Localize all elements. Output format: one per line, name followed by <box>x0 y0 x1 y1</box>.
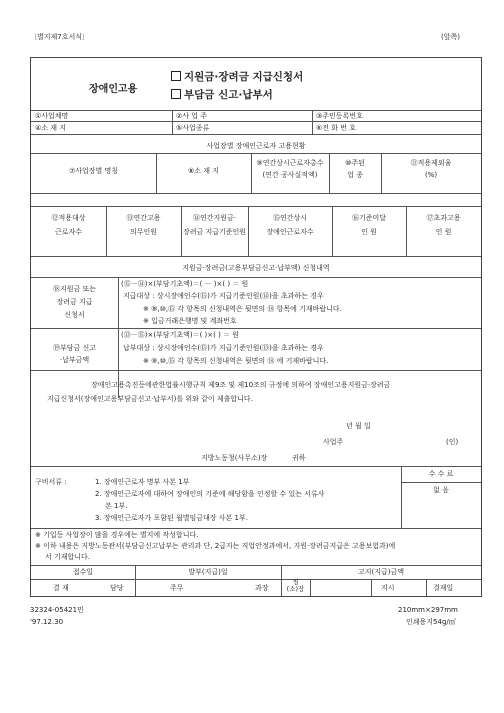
levy-formula: (⑬－⑮)×(부담기초액)＝( )×( ) ＝ 원 <box>121 331 240 339</box>
director-label-2: (소)장 <box>286 585 305 593</box>
document-item-2: 2. 장애인근로자에 대하여 장애인의 기준에 해당함을 인정할 수 있는 서류사 <box>95 490 325 498</box>
phone-label: ⑥전 화 번 호 <box>316 124 356 132</box>
annual-construction-header: (연간 공사실적액) <box>262 171 318 179</box>
excess-header-2: 인 원 <box>435 228 452 236</box>
checkbox-icon[interactable] <box>171 89 181 99</box>
subsidy-basis-header-2: 장려금 지급기준인원 <box>182 228 247 236</box>
title-option-support[interactable]: 지원금·장려금 지급신청서 <box>171 71 303 84</box>
title-option-levy[interactable]: 부담금 신고·납부서 <box>171 89 273 102</box>
form-date: '97.12.30 <box>30 618 64 626</box>
paper-size: 210mm×297mm <box>398 606 458 614</box>
levy-note: ※ ⑨,⑩,⑮ 각 항목의 신청내역은 뒷면의 ⑱ 에 기재바랍니다. <box>143 357 329 365</box>
support-formula: (⑮－⑭)×(부담기초액)＝( － )×( ) ＝ 원 <box>121 280 249 288</box>
business-type-label: ⑤사업종류 <box>176 124 210 132</box>
support-target: 지급대상 : 상시장애인수(⑮)가 지급기준인원(⑭)을 초과하는 경우 <box>123 292 324 300</box>
document-item-2-cont: 본 1부. <box>105 502 128 510</box>
disabled-workers-header: ⑮연간상시 <box>272 214 308 222</box>
form-number: 〔별지제7호서식〕 <box>30 33 90 41</box>
site-address-header: ⑧소 재 지 <box>187 167 219 175</box>
document-item-3: 3. 장애인근로자가 포함된 월별임금대장 사본 1부. <box>95 514 248 522</box>
notice-amount-label: 고지(지급)금액 <box>357 568 405 576</box>
employment-status-title: 사업장별 장애인근로자 고용현황 <box>206 142 306 150</box>
covered-workers-header: ⑫적용대상 <box>51 214 86 222</box>
covered-workers-header-2: 근로자수 <box>54 228 83 236</box>
staff-label: 담당 <box>110 584 124 592</box>
receipt-date-label: 접수일 <box>72 568 94 576</box>
exemption-rate-header: ⑪적용제외율 <box>410 159 452 167</box>
request-details-title: 지원금·장려금(고용부담금신고·납부액) 신청내역 <box>182 264 330 272</box>
levy-label: ⑲부담금 신고 <box>52 344 97 352</box>
issue-date-label: 발부(지급)일 <box>188 568 228 576</box>
excess-header: ⑰초과고용 <box>426 214 461 222</box>
document-item-1: 1. 장애인근로자 명부 사본 1부 <box>95 478 190 486</box>
paper-weight: 인쇄용지54g/㎡ <box>406 618 456 626</box>
fee-label: 수 수 료 <box>428 470 454 478</box>
note-2: ※ 이하 내용은 지방노동관서(부담금신고납부는 관리과 단, 2급지는 직업안정과에서, 지원·장려금지급은 고용보험과)에 <box>35 542 396 550</box>
approval-date-label: 결재일 <box>433 584 454 592</box>
address-label: ④소 재 지 <box>35 124 67 132</box>
bank-account-label: ※ 입금거래은행명 및 계좌번호 <box>143 317 237 325</box>
annual-workers-header: ⑨연간상시근로자총수 <box>256 159 324 167</box>
signer-label: 사업주 <box>323 438 344 446</box>
site-name-header: ⑦사업장별 명칭 <box>68 167 119 175</box>
application-form <box>30 57 482 597</box>
addressee-honorific: 귀하 <box>292 454 306 462</box>
page-side-label: (앞쪽) <box>441 33 460 41</box>
submission-date: 년 월 일 <box>346 422 371 430</box>
support-label-2: 장려금 지급 <box>56 298 93 306</box>
checkbox-icon[interactable] <box>171 71 181 81</box>
director-label: 청 <box>292 578 299 586</box>
note-1: ※ 기입등 사업장이 많을 경우에는 별지에 작성합니다. <box>35 531 199 539</box>
approval-label: 결 재 <box>53 584 69 592</box>
main-industry-header: ⑩주된 <box>345 159 365 167</box>
mandatory-quota-header-2: 의무인원 <box>129 228 158 236</box>
support-label: ⑱지원금 또는 <box>52 285 97 293</box>
exemption-rate-unit: (%) <box>424 171 438 179</box>
declaration-text: 장애인고용촉진등에관한법률시행규칙 제9조 및 제10조의 규정에 의하여 장애인고용지원금·장려금 <box>91 381 391 389</box>
mandatory-quota-header: ⑬연간고용 <box>126 214 161 222</box>
company-name-label: ①사업체명 <box>35 112 69 120</box>
subsidy-basis-header: ⑭연간지원금· <box>192 214 237 222</box>
seal-mark: (인) <box>446 438 459 446</box>
section-head-label: 과장 <box>255 584 269 592</box>
shortfall-header-2: 인 원 <box>361 228 377 236</box>
addressee-office: 지방노동청(사무소)장 <box>201 454 268 462</box>
fee-value: 없 음 <box>433 486 449 494</box>
chief-label: 주무 <box>170 584 184 592</box>
form-title: 장애인고용 <box>89 84 138 95</box>
declaration-text-2: 지급신청서(장애인고용부담금신고·납부서)를 위와 같이 제출합니다. <box>47 395 253 403</box>
instruction-label: 지시 <box>381 584 395 592</box>
shortfall-header: ⑯기준미달 <box>351 214 387 222</box>
resident-number-label: ③주민등록번호 <box>316 112 363 120</box>
support-note: ※ ⑨,⑩,⑮ 각 항목의 신청내역은 뒷면의 ⑱ 항목에 기재바랍니다. <box>143 305 342 313</box>
main-industry-header-2: 업 종 <box>347 171 363 179</box>
documents-label: 구비서류 : <box>35 478 67 486</box>
levy-target: 납부대상 : 상시장애인수(⑮)가 지급기준인원(⑬)을 초과하는 경우 <box>123 344 324 352</box>
note-2-cont: 서 기재합니다. <box>45 553 91 561</box>
disabled-workers-header-2: 장애인근로자수 <box>266 228 314 236</box>
levy-label-2: ·납부금액 <box>59 356 90 364</box>
support-label-3: 신청서 <box>64 311 85 319</box>
form-code: 32324-05421민 <box>30 606 84 614</box>
representative-label: ②사 업 주 <box>176 112 208 120</box>
